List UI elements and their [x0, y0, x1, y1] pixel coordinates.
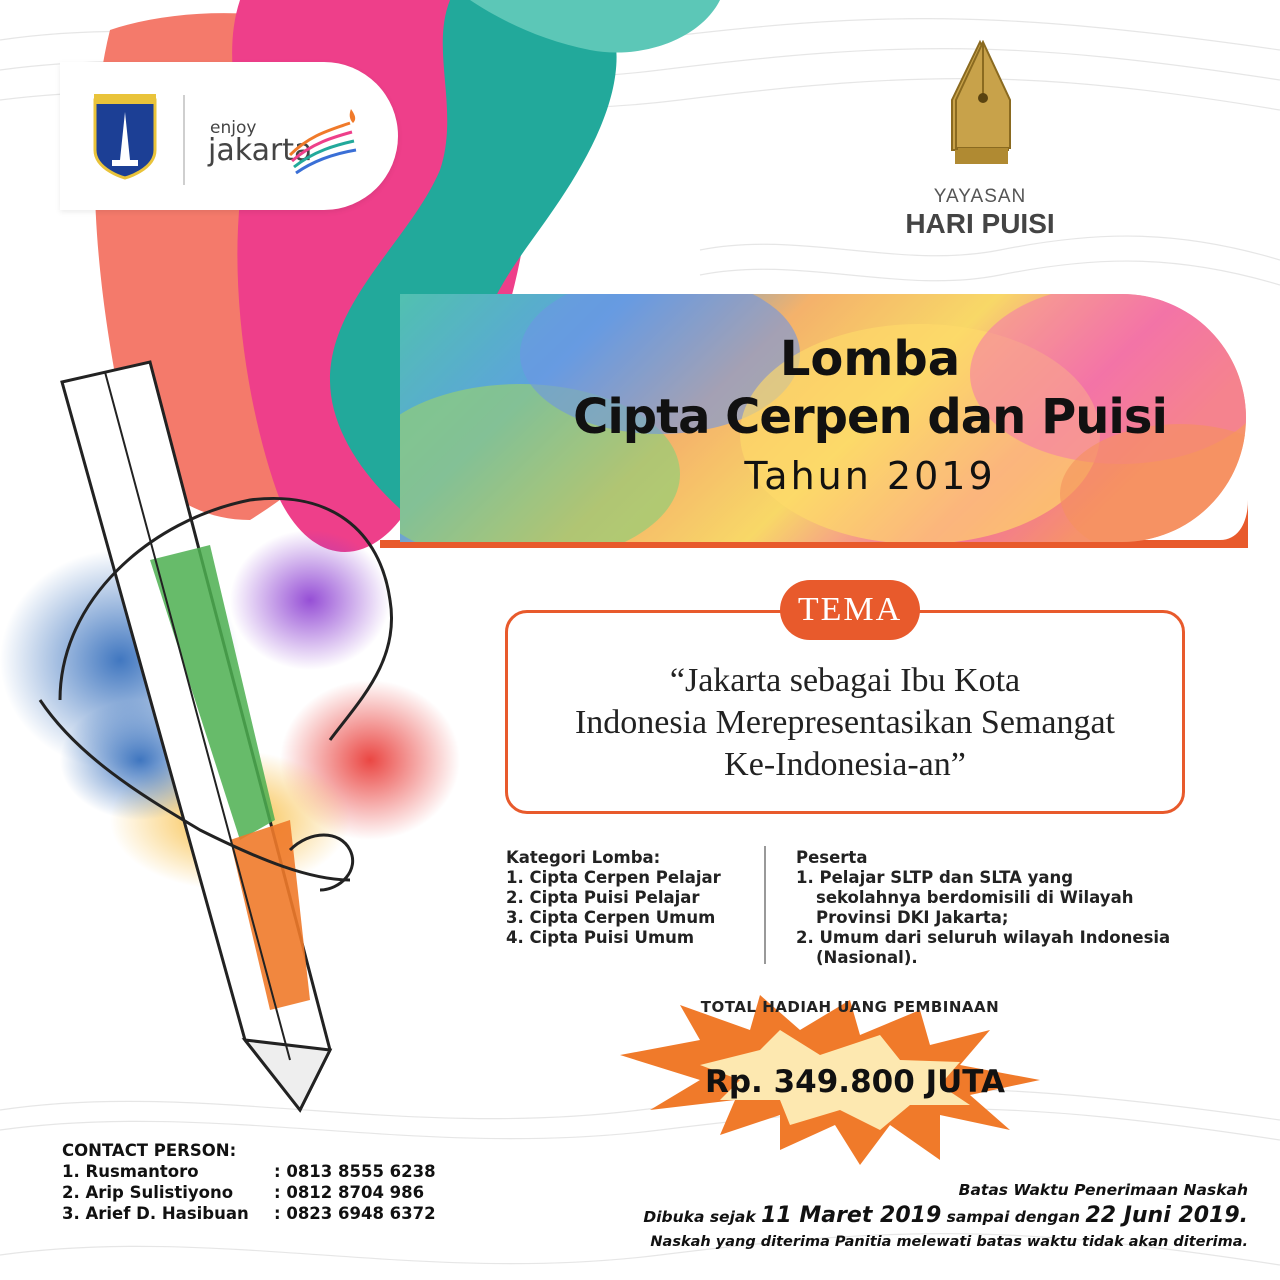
tema-text: [515, 660, 1175, 786]
peserta-heading: Peserta: [796, 848, 868, 867]
kategori-item: 3. Cipta Cerpen Umum: [506, 908, 716, 927]
golden-pen-trophy-icon: [948, 40, 1018, 170]
enjoy-logo-text: enjoy: [210, 118, 257, 138]
deadline-note: Naskah yang diterima Panitia melewati batas waktu tidak akan diterima.: [650, 1234, 1248, 1250]
deadline-until-text: sampai dengan: [946, 1208, 1081, 1226]
deadline-end-date: 22 Juni 2019: [1085, 1203, 1240, 1228]
contact-row: [62, 1182, 462, 1203]
peserta-section: [796, 848, 1236, 968]
contact-name: 1. Rusmantoro: [62, 1162, 199, 1181]
prize-label: TOTAL HADIAH UANG PEMBINAAN: [700, 998, 1000, 1016]
title-line-1: Lomba: [779, 331, 961, 387]
deadline-opened-text: Dibuka sejak: [643, 1208, 756, 1226]
kategori-item: 2. Cipta Puisi Pelajar: [506, 888, 700, 907]
contact-row: [62, 1203, 462, 1224]
title-line-2: Cipta Cerpen dan Puisi: [573, 389, 1167, 445]
kategori-item: 4. Cipta Puisi Umum: [506, 928, 695, 947]
jakarta-logo-text: jakarta: [208, 133, 313, 168]
kategori-item: 1. Cipta Cerpen Pelajar: [506, 868, 721, 887]
enjoy-jakarta-swoosh-icon: [285, 105, 365, 175]
deadline-period: .: [1239, 1203, 1248, 1228]
deadline-start-date: 11 Maret 2019: [761, 1203, 942, 1228]
title-line-3: Tahun 2019: [744, 454, 996, 498]
contact-phone: : 0813 8555 6238: [274, 1162, 436, 1181]
deadline-heading: Batas Waktu Penerimaan Naskah: [958, 1181, 1248, 1199]
kategori-section: [506, 848, 756, 948]
contact-section: [62, 1140, 462, 1224]
tema-label: TEMA: [780, 580, 920, 640]
kategori-heading: Kategori Lomba:: [506, 848, 661, 867]
prize-amount: Rp. 349.800 JUTA: [704, 1064, 1006, 1100]
contact-name: 3. Arief D. Hasibuan: [62, 1204, 249, 1223]
section-divider: [764, 846, 766, 964]
hari-puisi-label: HARI PUISI: [905, 208, 1055, 239]
contact-phone: : 0812 8704 986: [274, 1183, 425, 1202]
dki-jakarta-emblem-icon: [90, 92, 160, 182]
peserta-line: (Nasional).: [816, 948, 918, 967]
deadline-section: [540, 1178, 1248, 1253]
contact-phone: : 0823 6948 6372: [274, 1204, 436, 1223]
peserta-line: 2. Umum dari seluruh wilayah Indonesia: [796, 928, 1171, 947]
tema-line-3: Ke-Indonesia-an”: [724, 746, 966, 783]
contest-title: [540, 330, 1200, 506]
peserta-line: Provinsi DKI Jakarta;: [816, 908, 1009, 927]
tema-line-2: Indonesia Merepresentasikan Semangat: [574, 704, 1116, 741]
deadline-dates: [540, 1202, 1248, 1231]
peserta-line: 1. Pelajar SLTP dan SLTA yang: [796, 868, 1074, 887]
logo-divider: [183, 95, 185, 185]
contact-row: [62, 1161, 462, 1182]
tema-line-1: “Jakarta sebagai Ibu Kota: [669, 662, 1021, 699]
contact-heading: CONTACT PERSON:: [62, 1141, 237, 1160]
peserta-line: sekolahnya berdomisili di Wilayah: [816, 888, 1134, 907]
contact-name: 2. Arip Sulistiyono: [62, 1183, 234, 1202]
yayasan-label: YAYASAN: [933, 186, 1027, 207]
